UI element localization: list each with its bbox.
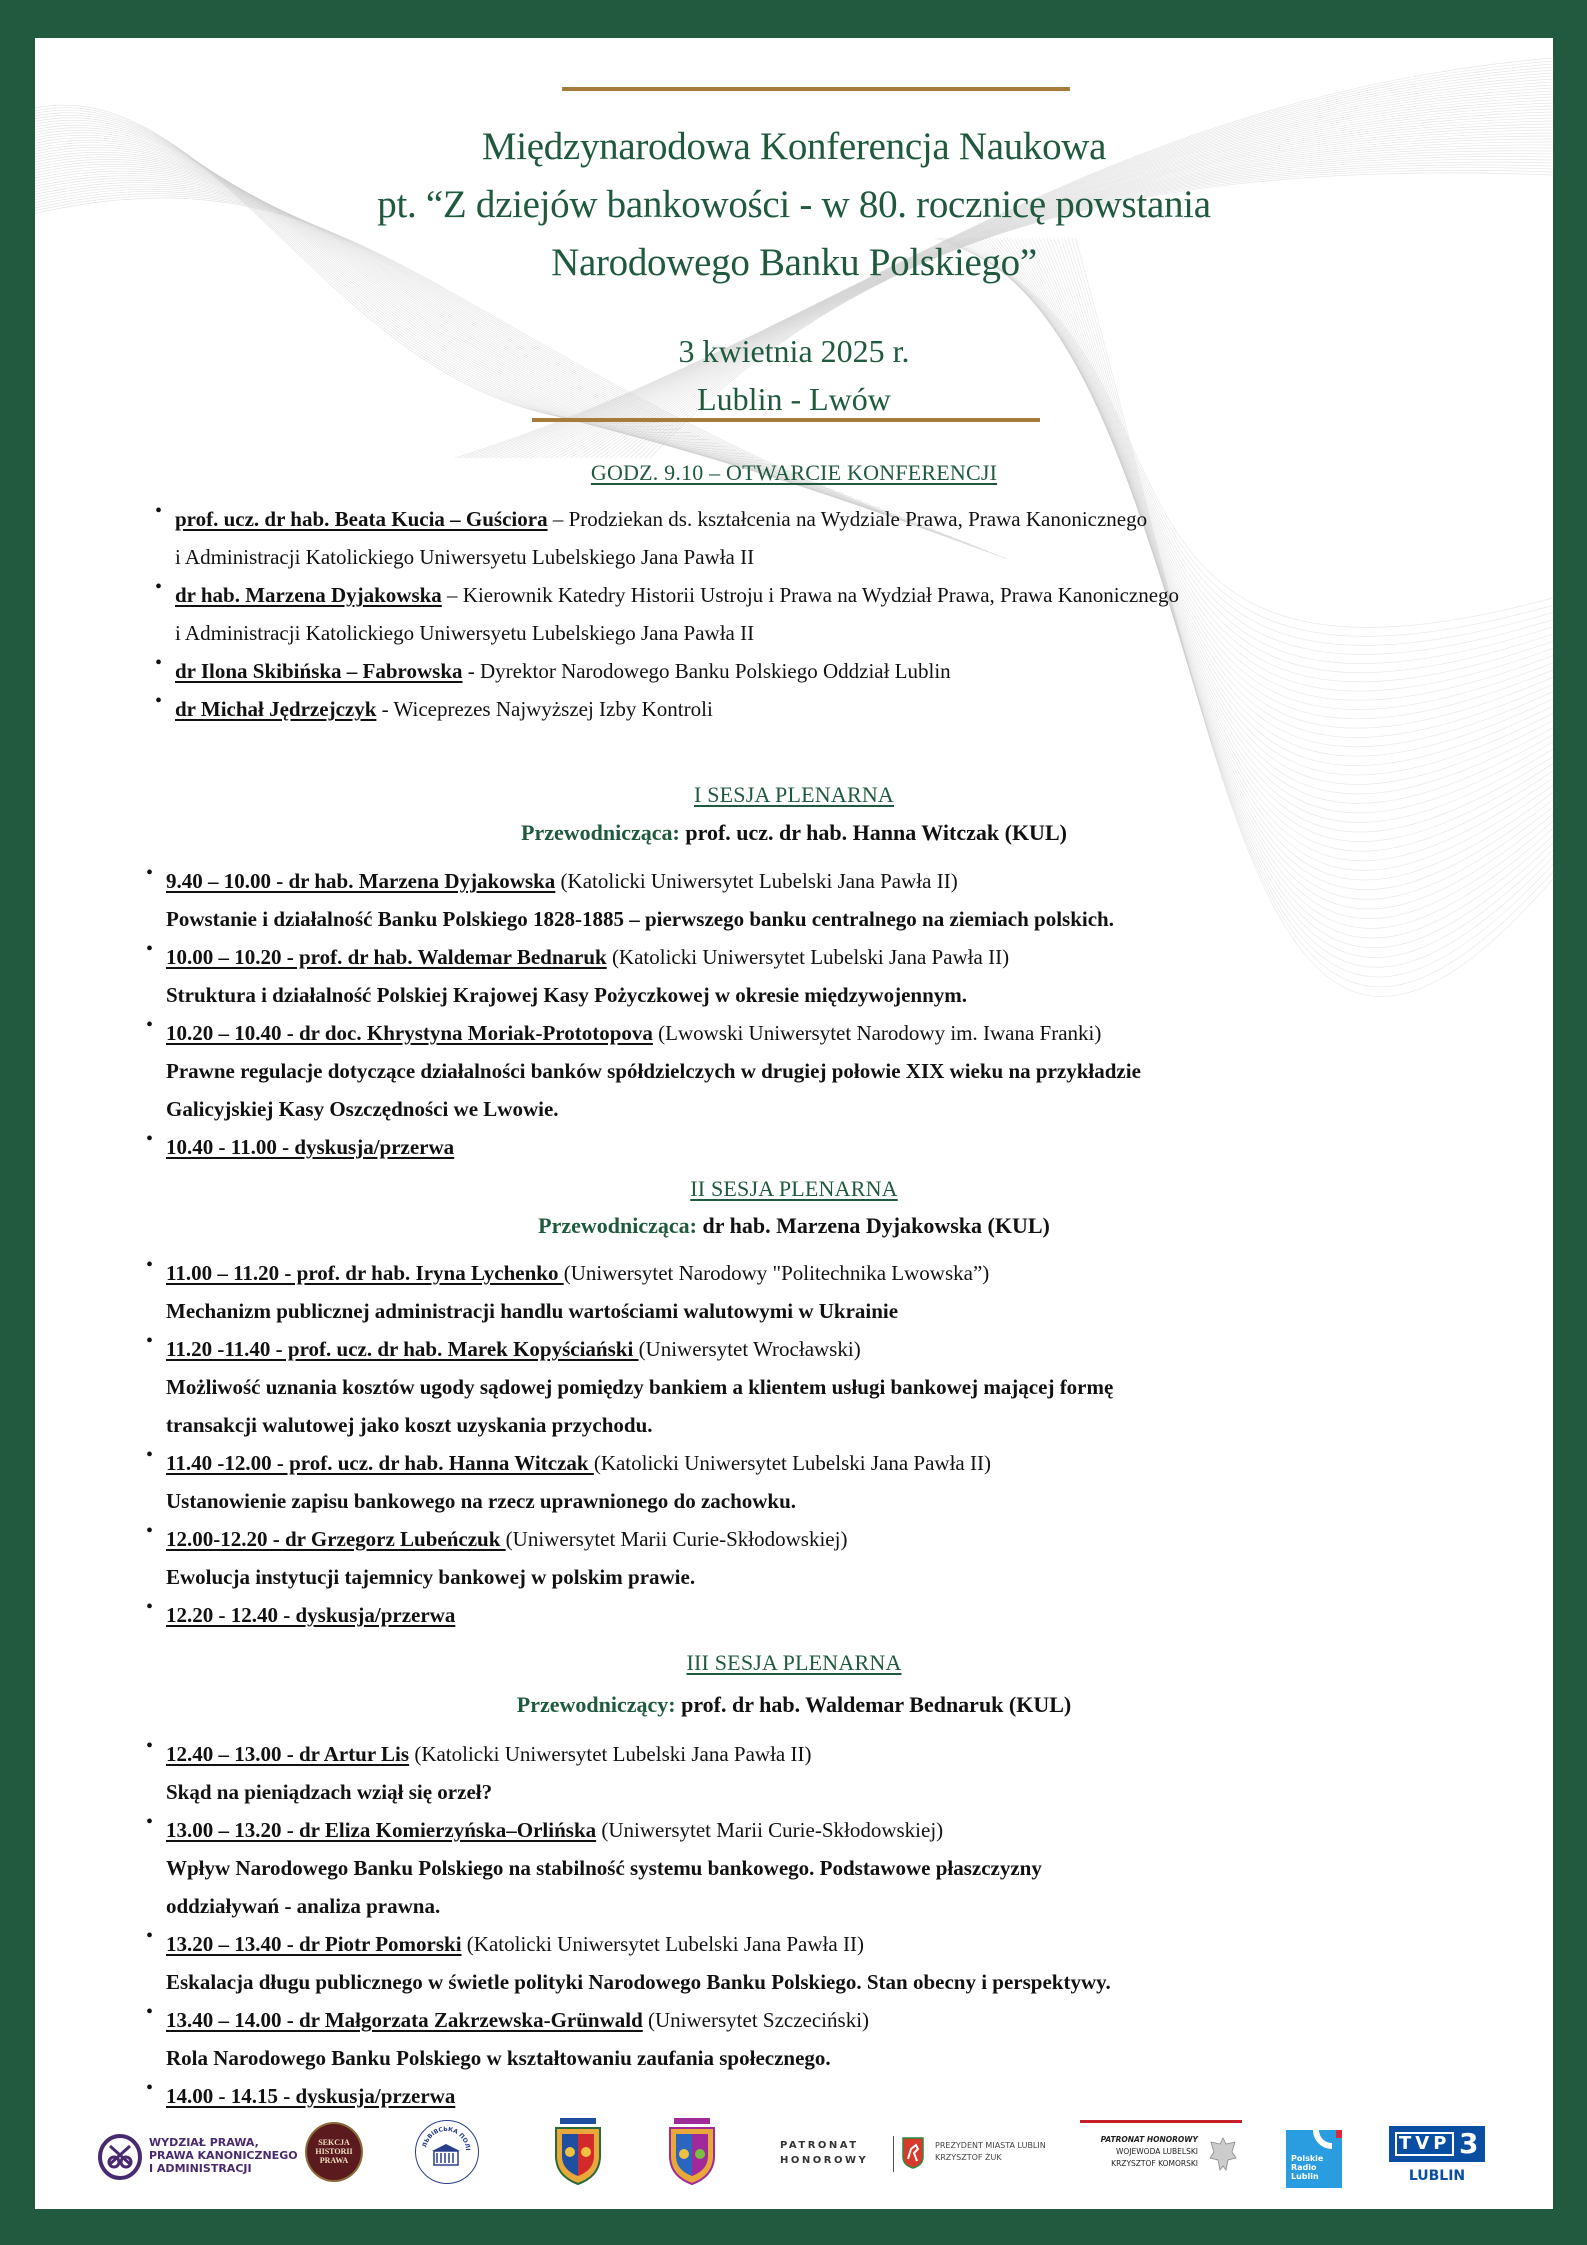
patronat-honorowy-city-logo xyxy=(780,2136,1080,2180)
bottom-gold-divider xyxy=(532,418,1040,422)
speaker-name: dr Ilona Skibińska – Fabrowska xyxy=(175,659,463,683)
separator: - xyxy=(462,659,481,683)
faculty-coat-of-arms-logo xyxy=(662,2116,722,2193)
faculty-logo-line: I ADMINISTRACJI xyxy=(149,2162,252,2175)
talk-item xyxy=(146,2077,1111,2115)
session-talk-list xyxy=(146,862,1141,1166)
lviv-polytechnic-logo xyxy=(415,2120,479,2184)
bullet-icon: • xyxy=(146,1444,154,1466)
speaker-role-continued: i Administracji Katolickiego Uniwersyetu Lubelskiego Jana Pawła II xyxy=(175,545,755,569)
talk-item xyxy=(146,1254,1113,1330)
talk-affiliation: (Uniwersytet Narodowy "Politechnika Lwowska”) xyxy=(563,1261,990,1285)
university-coat-of-arms-logo xyxy=(548,2116,608,2193)
bullet-icon: • xyxy=(146,1596,154,1618)
bullet-icon: • xyxy=(155,500,163,522)
talk-title: Struktura i działalność Polskiej Krajowej Kasy Pożyczkowej w okresie międzywojennym. xyxy=(166,983,968,1007)
talk-title: Eskalacja długu publicznego w świetle polityki Narodowego Banku Polskiego. Stan obecny i perspektywy. xyxy=(166,1970,1111,1994)
radio-logo-line: Lublin xyxy=(1291,2172,1319,2181)
talk-item xyxy=(146,1444,1113,1520)
bullet-icon: • xyxy=(146,2001,154,2023)
tvp-number: 3 xyxy=(1459,2127,1479,2160)
chair-name: dr hab. Marzena Dyjakowska (KUL) xyxy=(702,1213,1050,1238)
session-talk-list xyxy=(146,1254,1114,1634)
bullet-icon: • xyxy=(146,1811,154,1833)
opening-item xyxy=(155,576,1180,652)
talk-title: Możliwość uznania kosztów ugody sądowej pomiędzy bankiem a klientem usługi bankowej mającej formę xyxy=(166,1375,1114,1399)
speaker-name: prof. ucz. dr hab. Beata Kucia – Guściora xyxy=(175,507,548,531)
separator: – xyxy=(547,507,569,531)
talk-title: Powstanie i działalność Banku Polskiego 1828-1885 – pierwszego banku centralnego na ziemiach polskich. xyxy=(166,907,1114,931)
talk-affiliation: (Lwowski Uniwersytet Narodowy im. Iwana Franki) xyxy=(652,1021,1102,1045)
conference-date: 3 kwietnia 2025 r. xyxy=(678,333,910,369)
chair-label: Przewodnicząca: xyxy=(521,820,680,845)
talk-item xyxy=(146,1735,1111,1811)
polskie-radio-lublin-logo xyxy=(1286,2130,1342,2188)
lublin-coat-of-arms-icon xyxy=(902,2137,924,2169)
bullet-icon: • xyxy=(155,576,163,598)
talk-time-speaker: 14.00 - 14.15 - dyskusja/przerwa xyxy=(166,2084,456,2108)
bullet-icon: • xyxy=(146,1254,154,1276)
bullet-icon: • xyxy=(146,1014,154,1036)
faculty-logo-line: PRAWA KANONICZNEGO xyxy=(149,2149,298,2162)
talk-item xyxy=(146,938,1141,1014)
radio-logo-line: Polskie xyxy=(1291,2154,1324,2163)
bullet-icon: • xyxy=(155,652,163,674)
talk-item xyxy=(146,1128,1141,1166)
speaker-role: Wiceprezes Najwyższej Izby Kontroli xyxy=(393,697,713,721)
sekcja-historii-prawa-logo xyxy=(305,2122,363,2182)
talk-time-speaker: 11.20 -11.40 - prof. ucz. dr hab. Marek Kopyściański xyxy=(166,1337,639,1361)
coat-of-arms-shield-icon xyxy=(548,2116,608,2188)
talk-title: Skąd na pieniądzach wziął się orzeł? xyxy=(166,1780,493,1804)
session-talk-list xyxy=(146,1735,1111,2115)
patronat-voivode-text: KRZYSZTOF KOMORSKI xyxy=(1111,2159,1198,2168)
talk-title: Rola Narodowego Banku Polskiego w kształtowaniu zaufania społecznego. xyxy=(166,2046,831,2070)
talk-time-speaker: 13.20 – 13.40 - dr Piotr Pomorski xyxy=(166,1932,462,1956)
talk-affiliation: (Uniwersytet Wrocławski) xyxy=(638,1337,861,1361)
polish-eagle-icon xyxy=(1208,2134,1238,2174)
talk-time-speaker: 13.00 – 13.20 - dr Eliza Komierzyńska–Orlińska xyxy=(166,1818,597,1842)
talk-title: Prawne regulacje dotyczące działalności banków spółdzielczych w drugiej połowie XIX wieku na przykładzie xyxy=(166,1059,1141,1083)
talk-item xyxy=(146,1596,1113,1634)
university-building-icon xyxy=(416,2121,476,2181)
top-gold-divider xyxy=(562,87,1070,91)
sekcja-logo-line: HISTORII xyxy=(315,2147,353,2156)
opening-item xyxy=(155,690,1179,728)
bullet-icon: • xyxy=(146,1520,154,1542)
sekcja-logo-line: PRAWA xyxy=(319,2156,349,2165)
talk-time-speaker: 13.40 – 14.00 - dr Małgorzata Zakrzewska-Grünwald xyxy=(166,2008,643,2032)
speaker-role: Prodziekan ds. kształcenia na Wydziale Prawa, Prawa Kanonicznego xyxy=(568,507,1148,531)
talk-title: transakcji walutowej jako koszt uzyskania przychodu. xyxy=(166,1413,653,1437)
poster-page xyxy=(35,38,1553,2209)
talk-time-speaker: 12.40 – 13.00 - dr Artur Lis xyxy=(166,1742,410,1766)
patronat-label: HONOROWY xyxy=(780,2155,869,2166)
bullet-icon: • xyxy=(146,862,154,884)
talk-item xyxy=(146,2001,1111,2077)
talk-time-speaker: 11.40 -12.00 - prof. ucz. dr hab. Hanna Witczak xyxy=(166,1451,594,1475)
talk-affiliation: (Katolicki Uniwersytet Lubelski Jana Pawła II) xyxy=(409,1742,812,1766)
bullet-icon: • xyxy=(155,690,163,712)
talk-item xyxy=(146,1811,1111,1925)
patronat-honorowy-voivode-logo xyxy=(1080,2120,1242,2184)
sekcja-logo-line: SEKCJA xyxy=(318,2138,350,2147)
talk-title: Galicyjskiej Kasy Oszczędności we Lwowie. xyxy=(166,1097,559,1121)
opening-item xyxy=(155,652,1179,690)
session-heading: II SESJA PLENARNA xyxy=(690,1176,898,1201)
talk-item xyxy=(146,1520,1113,1596)
session-heading: III SESJA PLENARNA xyxy=(686,1650,902,1675)
title-line-1: Międzynarodowa Konferencja Naukowa xyxy=(481,125,1107,168)
chair-label: Przewodniczący: xyxy=(516,1692,676,1717)
talk-title: oddziaływań - analiza prawna. xyxy=(166,1894,441,1918)
bullet-icon: • xyxy=(146,1128,154,1150)
session-chair xyxy=(35,820,1553,846)
title-line-2: pt. “Z dziejów bankowości - w 80. rocznicę powstania xyxy=(377,183,1211,226)
patronat-label: PATRONAT xyxy=(780,2140,859,2151)
separator: – xyxy=(441,583,463,607)
talk-title: Ewolucja instytucji tajemnicy bankowej w polskim prawie. xyxy=(166,1565,696,1589)
talk-time-speaker: 10.40 - 11.00 - dyskusja/przerwa xyxy=(166,1135,455,1159)
separator: - xyxy=(376,697,394,721)
talk-time-speaker: 9.40 – 10.00 - dr hab. Marzena Dyjakowska xyxy=(166,869,556,893)
faculty-logo-line: WYDZIAŁ PRAWA, xyxy=(149,2136,259,2149)
talk-time-speaker: 12.00-12.20 - dr Grzegorz Lubeńczuk xyxy=(166,1527,506,1551)
speaker-role: Dyrektor Narodowego Banku Polskiego Oddział Lublin xyxy=(480,659,951,683)
chair-label: Przewodnicząca: xyxy=(538,1213,697,1238)
opening-heading: GODZ. 9.10 – OTWARCIE KONFERENCJI xyxy=(590,460,998,485)
speaker-role: Kierownik Katedry Historii Ustroju i Prawa na Wydział Prawa, Prawa Kanonicznego xyxy=(462,583,1180,607)
radio-logo-line: Radio xyxy=(1291,2163,1317,2172)
talk-title: Mechanizm publicznej administracji handlu wartościami walutowymi w Ukrainie xyxy=(166,1299,899,1323)
opening-item xyxy=(155,500,1179,576)
bullet-icon: • xyxy=(146,2077,154,2099)
politechnika-arc-text: ЛЬВІВСЬКА ПОЛІ xyxy=(421,2125,472,2151)
patronat-voivode-text: WOJEWODA LUBELSKI xyxy=(1116,2147,1198,2156)
bullet-icon: • xyxy=(146,938,154,960)
speaker-name: dr Michał Jędrzejczyk xyxy=(175,697,377,721)
patronat-city-text: KRZYSZTOF ŻUK xyxy=(935,2153,1002,2162)
talk-time-speaker: 10.00 – 10.20 - prof. dr hab. Waldemar Bednaruk xyxy=(166,945,607,969)
tvp3-lublin-logo xyxy=(1389,2126,1485,2190)
crossed-keys-icon xyxy=(97,2134,143,2180)
tvp-city: LUBLIN xyxy=(1408,2168,1466,2184)
coat-of-arms-shield-icon xyxy=(662,2116,722,2188)
talk-title: Wpływ Narodowego Banku Polskiego na stabilność systemu bankowego. Podstawowe płaszczyzny xyxy=(166,1856,1042,1880)
patronat-voivode-label: PATRONAT HONOROWY xyxy=(1100,2135,1198,2144)
talk-affiliation: (Katolicki Uniwersytet Lubelski Jana Pawła II) xyxy=(593,1451,991,1475)
bullet-icon: • xyxy=(146,1925,154,1947)
patronat-city-text: PREZYDENT MIASTA LUBLIN xyxy=(935,2141,1046,2150)
opening-list xyxy=(155,500,1180,728)
speaker-name: dr hab. Marzena Dyjakowska xyxy=(175,583,442,607)
chair-name: prof. dr hab. Waldemar Bednaruk (KUL) xyxy=(681,1692,1072,1717)
talk-affiliation: (Uniwersytet Szczeciński) xyxy=(642,2008,870,2032)
session-heading: I SESJA PLENARNA xyxy=(693,782,894,807)
chair-name: prof. ucz. dr hab. Hanna Witczak (KUL) xyxy=(685,820,1067,845)
talk-affiliation: (Uniwersytet Marii Curie-Skłodowskiej) xyxy=(505,1527,848,1551)
session-chair xyxy=(35,1213,1553,1239)
talk-time-speaker: 10.20 – 10.40 - dr doc. Khrystyna Moriak-Prototopova xyxy=(166,1021,653,1045)
talk-affiliation: (Uniwersytet Marii Curie-Skłodowskiej) xyxy=(596,1818,944,1842)
conference-place: Lublin - Lwów xyxy=(697,381,891,417)
conference-title xyxy=(35,118,1553,292)
talk-item xyxy=(146,862,1141,938)
title-line-3: Narodowego Banku Polskiego” xyxy=(551,241,1037,284)
talk-item xyxy=(146,1925,1111,2001)
tvp-brand: TVP xyxy=(1395,2132,1454,2156)
sponsor-logos xyxy=(35,2116,1553,2196)
session-chair xyxy=(35,1692,1553,1718)
talk-title: Ustanowienie zapisu bankowego na rzecz uprawnionego do zachowku. xyxy=(166,1489,797,1513)
talk-item xyxy=(146,1330,1114,1444)
talk-time-speaker: 11.00 – 11.20 - prof. dr hab. Iryna Lychenko xyxy=(166,1261,564,1285)
talk-item xyxy=(146,1014,1141,1128)
talk-affiliation: (Katolicki Uniwersytet Lubelski Jana Pawła II) xyxy=(606,945,1010,969)
bullet-icon: • xyxy=(146,1330,154,1352)
talk-time-speaker: 12.20 - 12.40 - dyskusja/przerwa xyxy=(166,1603,456,1627)
bullet-icon: • xyxy=(146,1735,154,1757)
talk-affiliation: (Katolicki Uniwersytet Lubelski Jana Pawła II) xyxy=(461,1932,864,1956)
speaker-role-continued: i Administracji Katolickiego Uniwersyetu Lubelskiego Jana Pawła II xyxy=(175,621,755,645)
talk-affiliation: (Katolicki Uniwersytet Lubelski Jana Pawła II) xyxy=(555,869,958,893)
